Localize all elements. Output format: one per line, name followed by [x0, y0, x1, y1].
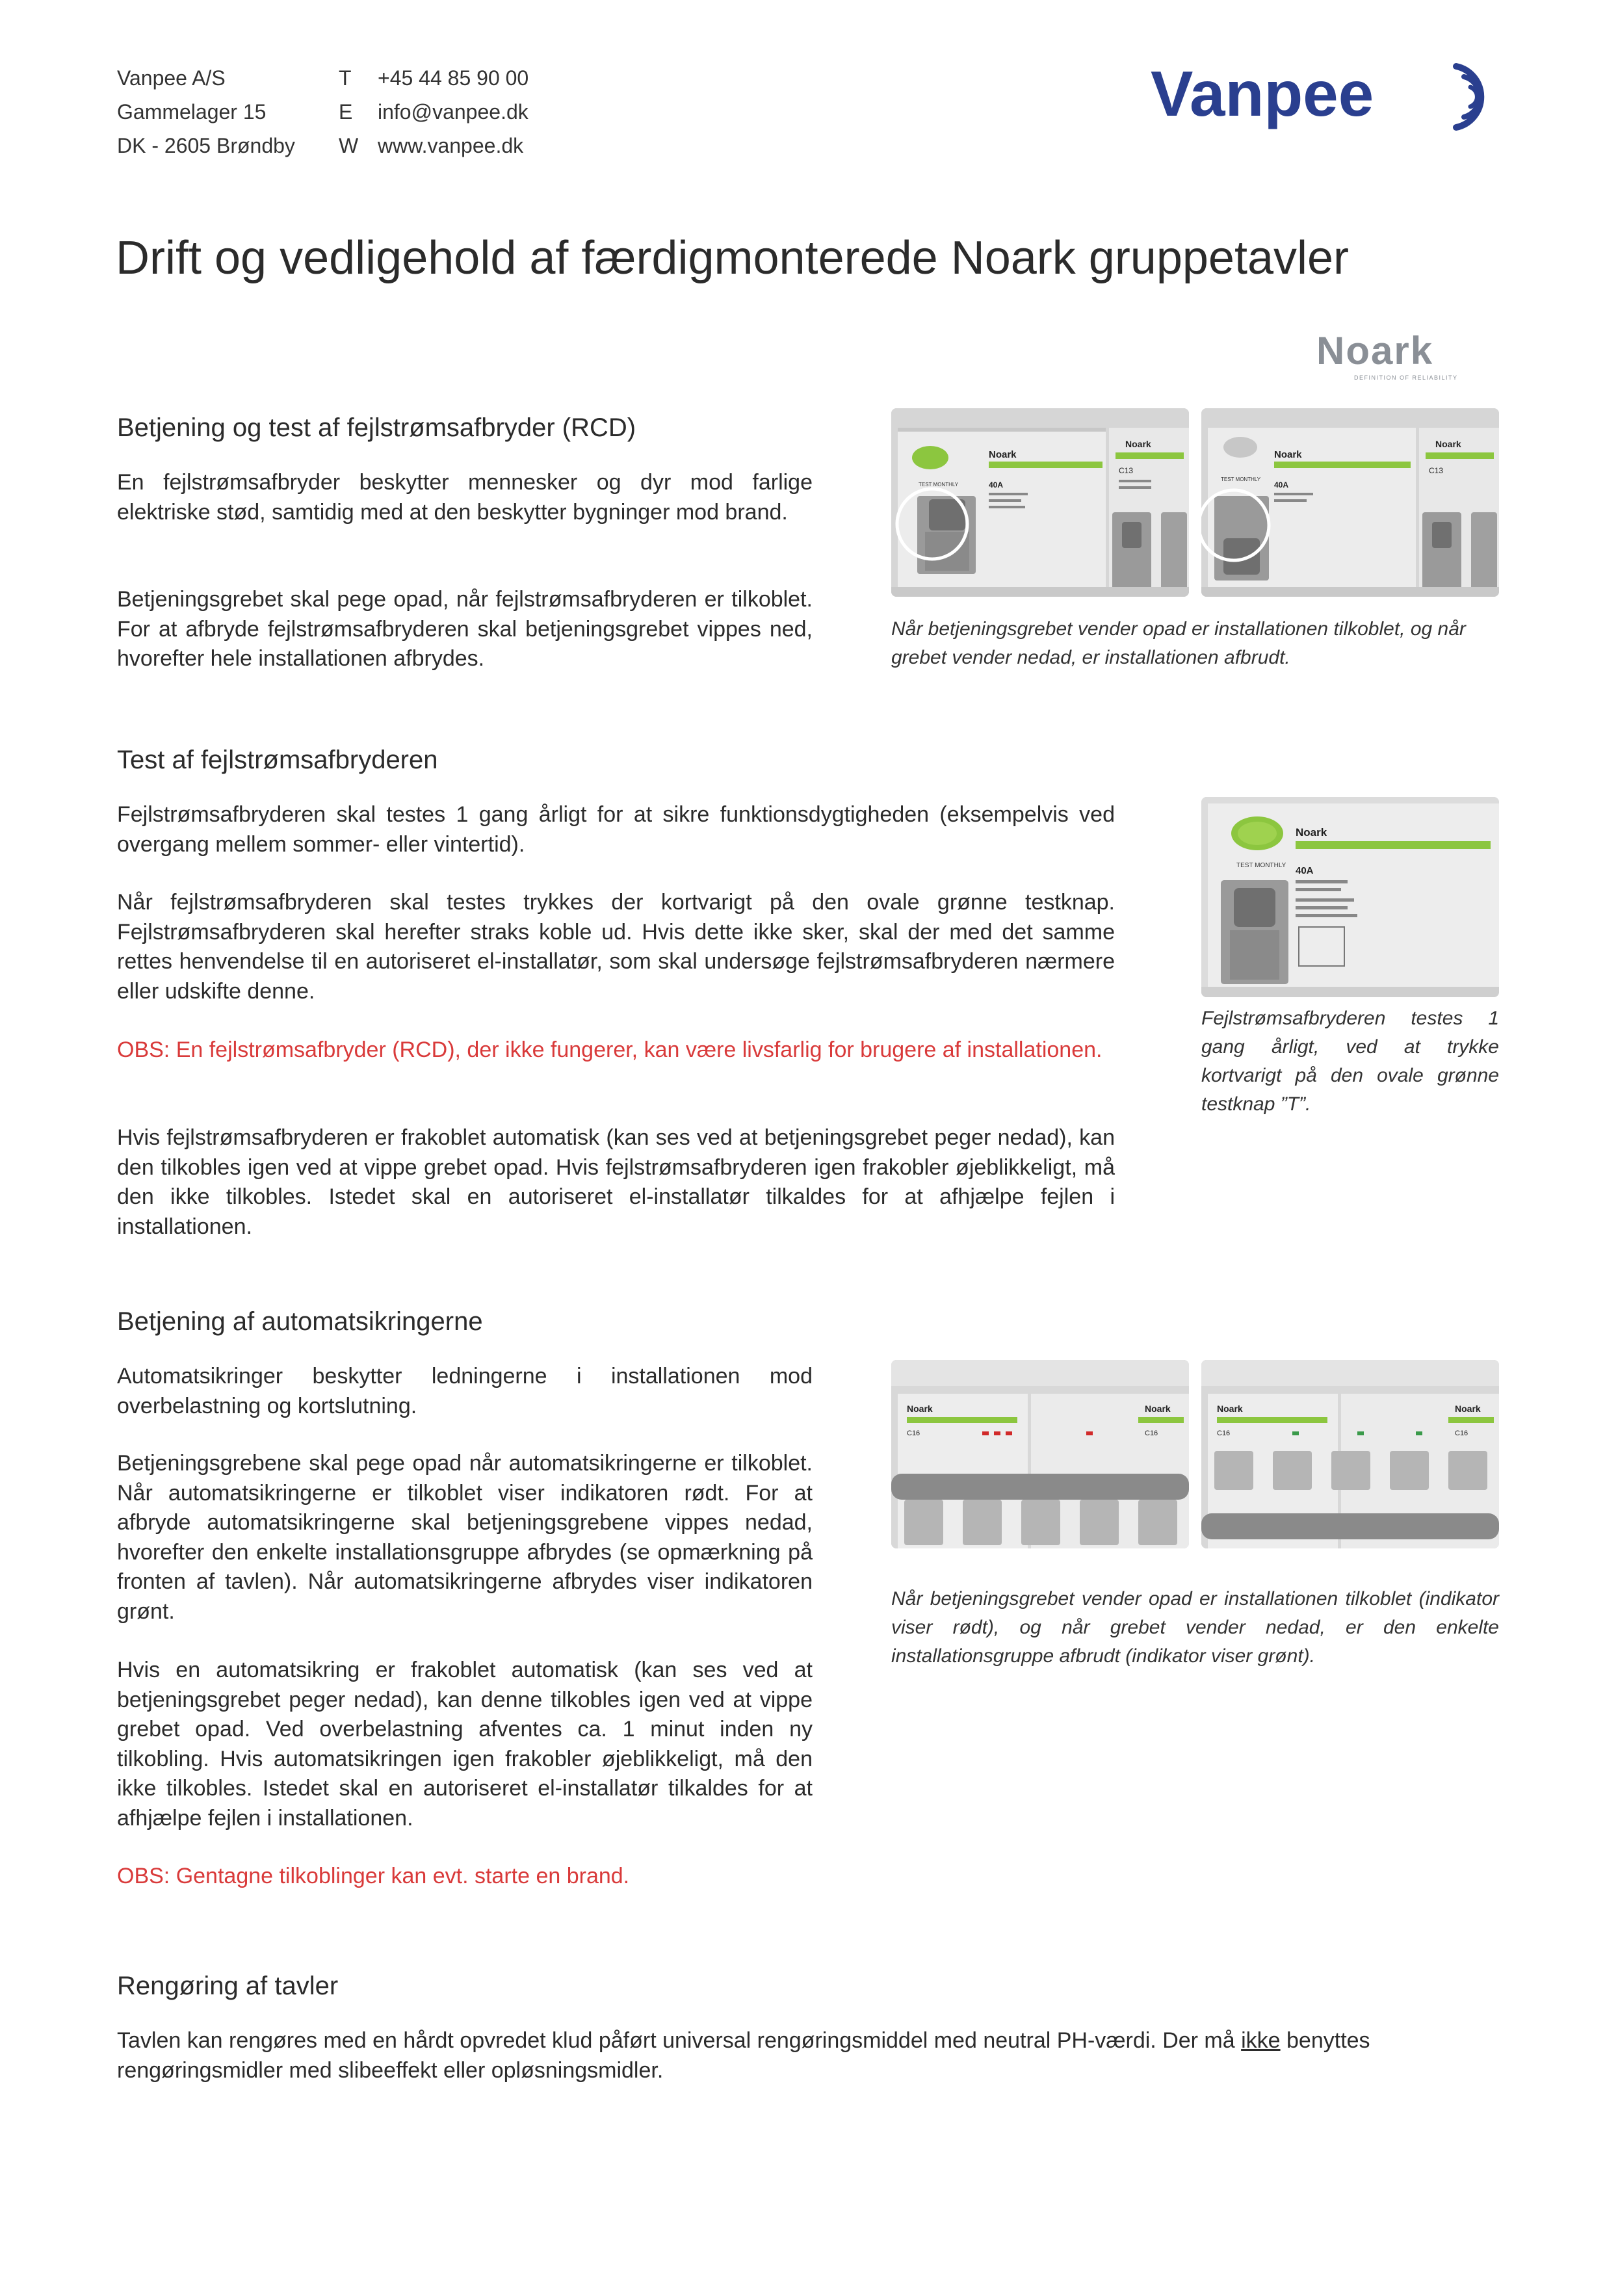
svg-text:C13: C13 — [1119, 466, 1134, 475]
cleaning-text-end: benyttes rengøringsmidler med slibeeffekt eller opløsningsmidler. — [117, 2028, 1370, 2083]
test-paragraph-1: Fejlstrømsafbryderen skal testes 1 gang årligt for at sikre funktionsdygtigheden (eksempelvis ved overgang mellem sommer- eller vintertid). — [117, 802, 1115, 857]
svg-text:Noark: Noark — [1145, 1403, 1171, 1414]
test-paragraph-2: Når fejlstrømsafbryderen skal testes trykkes der kortvarigt på den ovale grønne testknap. Fejlstrømsafbryderen skal herefter straks koble ud. Hvis dette ikke sker, skal der med det samme rettes henvendelse til en autoriseret el-installatør, som skal undersøge fejlstrømsafbryderen nærmere eller udskifte denne. — [117, 890, 1115, 1004]
svg-text:C13: C13 — [1429, 466, 1444, 475]
mcb-handles-down-photo — [1201, 1360, 1499, 1548]
section-heading-mcb: Betjening af automatsikringerne — [117, 1307, 483, 1336]
svg-text:Noark: Noark — [1455, 1403, 1481, 1414]
svg-text:C16: C16 — [1455, 1429, 1468, 1437]
phone-label: T — [339, 66, 352, 90]
svg-text:TEST MONTHLY: TEST MONTHLY — [1236, 862, 1286, 869]
web-link[interactable]: www.vanpee.dk — [378, 134, 524, 157]
svg-text:40A: 40A — [1296, 865, 1314, 876]
mcb-warning: OBS: Gentagne tilkoblinger kan evt. starte en brand. — [117, 1864, 630, 1888]
test-warning: OBS: En fejlstrømsafbryder (RCD), der ikke fungerer, kan være livsfarlig for brugere af installationen. — [117, 1037, 1103, 1062]
mcb-paragraph-2: Betjeningsgrebene skal pege opad når automatsikringerne er tilkoblet. Når automatsikringerne er tilkoblet viser indikatoren rødt. For at afbryde automatsikringerne skal betjeningsgrebene vippes nedad, hvorefter den enkelte installationsgruppe afbrydes (se opmærkning på fronten af tavlen). Når automatsikringerne afbrydes viser indikatoren grønt. — [117, 1451, 813, 1624]
svg-text:Vanpee: Vanpee — [1151, 60, 1374, 129]
rcd-paragraph-2: Betjeningsgrebet skal pege opad, når fejlstrømsafbryderen er tilkoblet. For at afbryde fejlstrømsafbryderen skal betjeningsgrebet vippes ned, hvorefter hele installationen afbrydes. — [117, 587, 813, 671]
vanpee-logo — [1151, 60, 1515, 131]
mcb-paragraph-1: Automatsikringer beskytter ledningerne i installationen mod overbelastning og kortslutning. — [117, 1364, 813, 1418]
section-heading-test: Test af fejlstrømsafbryderen — [117, 746, 438, 774]
section-heading-rcd: Betjening og test af fejlstrømsafbryder (RCD) — [117, 413, 636, 442]
rcd-paragraph-1: En fejlstrømsafbryder beskytter mennesker og dyr mod farlige elektriske stød, samtidig med at den beskytter bygninger mod brand. — [117, 470, 813, 525]
svg-text:TEST MONTHLY: TEST MONTHLY — [919, 482, 959, 488]
email-link[interactable]: info@vanpee.dk — [378, 100, 528, 124]
page-title: Drift og vedligehold af færdigmonterede Noark gruppetavler — [116, 232, 1350, 284]
web-label: W — [339, 134, 359, 157]
svg-text:Noark: Noark — [1217, 1403, 1243, 1414]
svg-text:40A: 40A — [989, 480, 1004, 489]
company-city: DK - 2605 Brøndby — [117, 134, 295, 157]
cleaning-paragraph — [117, 2026, 1502, 2085]
rcd-handle-down-photo — [1201, 408, 1499, 597]
cleaning-text-start: Tavlen kan rengøres med en hårdt opvredet klud påført universal rengøringsmiddel med neutral PH-værdi. Der må — [117, 2028, 1242, 2053]
svg-text:Noark: Noark — [1274, 449, 1302, 460]
svg-text:Noark: Noark — [1316, 330, 1434, 372]
test-paragraph-3: Hvis fejlstrømsafbryderen er frakoblet automatisk (kan ses ved at betjeningsgrebet peger nedad), kan den tilkobles igen ved at vippe grebet opad. Hvis fejlstrømsafbryderen igen frakobler øjeblikkeligt, må den ikke tilkobles. Istedet skal en autoriseret el-installatør tilkaldes for at afhjælpe fejlen i installationen. — [117, 1125, 1115, 1239]
phone-number: +45 44 85 90 00 — [378, 66, 529, 90]
svg-text:C16: C16 — [1145, 1429, 1158, 1437]
svg-text:C16: C16 — [1217, 1429, 1231, 1437]
svg-text:TEST MONTHLY: TEST MONTHLY — [1221, 476, 1261, 482]
mcb-handles-up-photo — [891, 1360, 1189, 1548]
svg-text:Noark: Noark — [989, 449, 1017, 460]
svg-text:DEFINITION OF RELIABILITY: DEFINITION OF RELIABILITY — [1354, 374, 1458, 381]
mcb-paragraph-3: Hvis en automatsikring er frakoblet automatisk (kan ses ved at betjeningsgrebet peger nedad), kan denne tilkobles igen ved at vippe grebet opad. Ved overbelastning afventes ca. 1 minut inden ny tilkobling. Hvis automatsikringen igen frakobler øjeblikkeligt, må den ikke tilkobles. Istedet skal en autoriseret el-installatør tilkaldes for at afhjælpe fejlen i installationen. — [117, 1658, 813, 1831]
cleaning-emphasis: ikke — [1241, 2028, 1281, 2053]
mcb-photo-caption: Når betjeningsgrebet vender opad er installationen tilkoblet (indikator viser rødt), og når grebet vender nedad, er den enkelte installationsgruppe afbrudt (indikator viser grønt). — [891, 1588, 1499, 1667]
svg-text:Noark: Noark — [1435, 439, 1461, 449]
test-photo-caption: Fejlstrømsafbryderen testes 1 gang årligt, ved at trykke kortvarigt på den ovale grønne testknap ”T”. — [1201, 1008, 1499, 1115]
section-heading-cleaning: Rengøring af tavler — [117, 1972, 339, 2000]
noark-logo — [1316, 330, 1492, 386]
svg-text:C16: C16 — [907, 1429, 920, 1437]
svg-text:Noark: Noark — [1296, 826, 1327, 839]
rcd-test-button-photo — [1201, 797, 1499, 997]
email-label: E — [339, 100, 353, 124]
rcd-handle-up-photo — [891, 408, 1189, 597]
company-street: Gammelager 15 — [117, 100, 267, 124]
svg-text:Noark: Noark — [1125, 439, 1151, 449]
company-name: Vanpee A/S — [117, 66, 226, 90]
svg-text:Noark: Noark — [907, 1403, 933, 1414]
rcd-photo-caption: Når betjeningsgrebet vender opad er installationen tilkoblet, og når grebet vender nedad, er installationen afbrudt. — [891, 618, 1466, 668]
svg-text:40A: 40A — [1274, 480, 1289, 489]
